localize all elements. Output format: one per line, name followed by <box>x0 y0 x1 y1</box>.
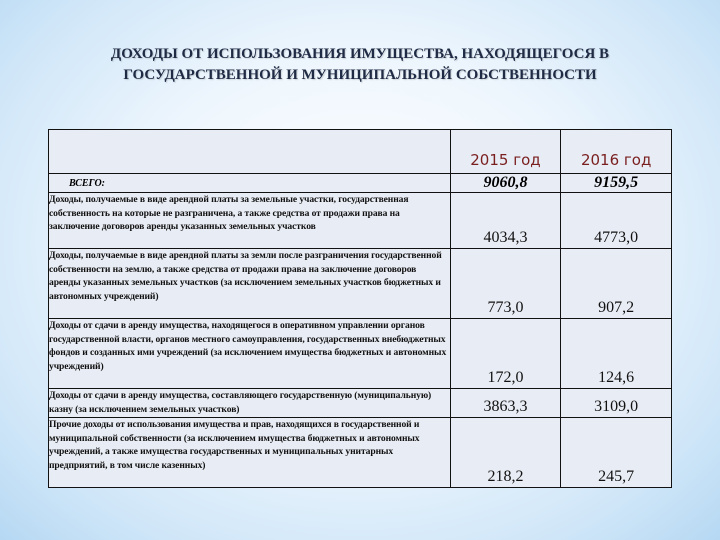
row-value-2015: 3863,3 <box>450 389 561 418</box>
row-label: Доходы, получаемые в виде арендной платы за земли после разграничения государственной собственности на землю, а также средства от продажи права на заключение договоров аренды указанных земельных участков (за исключением земельных участков бюджетных и автономных учреждений) <box>49 249 451 319</box>
row-value-2016: 3109,0 <box>561 389 672 418</box>
total-label: ВСЕГО: <box>49 174 451 193</box>
header-cell-2016 <box>561 130 672 174</box>
slide-title-line-1: ДОХОДЫ ОТ ИСПОЛЬЗОВАНИЯ ИМУЩЕСТВА, НАХОДЯЩЕГОСЯ В <box>110 46 610 62</box>
slide-title-line-2: ГОСУДАРСТВЕННОЙ И МУНИЦИПАЛЬНОЙ СОБСТВЕННОСТИ <box>123 67 597 83</box>
total-2016: 9159,5 <box>561 174 672 193</box>
row-label: Доходы, получаемые в виде арендной платы за земельные участки, государственная собственность на которые не разграничена, а также средства от продажи права на заключение договоров аренды указанных земельных участков <box>49 193 451 249</box>
revenue-table <box>48 129 672 488</box>
year-2016-label: 2016 год <box>580 151 652 169</box>
row-value-2015: 218,2 <box>450 418 561 488</box>
table-row <box>49 389 672 418</box>
total-row <box>49 174 672 193</box>
header-cell-2015 <box>450 130 561 174</box>
row-value-2016: 124,6 <box>561 319 672 389</box>
table-header-row <box>49 130 672 174</box>
row-label: Доходы от сдачи в аренду имущества, находящегося в оперативном управлении органов государственной власти, органов местного самоуправления, государственных внебюджетных фондов и созданных ими учреждений (за исключением имущества бюджетных и автономных учреждений) <box>49 319 451 389</box>
slide-title <box>40 44 680 86</box>
row-value-2015: 172,0 <box>450 319 561 389</box>
table-row <box>49 249 672 319</box>
year-2015-label: 2015 год <box>470 151 541 169</box>
table-row <box>49 193 672 249</box>
row-value-2016: 4773,0 <box>561 193 672 249</box>
row-value-2015: 773,0 <box>450 249 561 319</box>
total-2015: 9060,8 <box>450 174 561 193</box>
row-value-2016: 907,2 <box>561 249 672 319</box>
header-cell-empty <box>49 130 451 174</box>
table-row <box>49 418 672 488</box>
table-row <box>49 319 672 389</box>
row-value-2015: 4034,3 <box>450 193 561 249</box>
row-label: Доходы от сдачи в аренду имущества, составляющего государственную (муниципальную) казну (за исключением земельных участков) <box>49 389 451 418</box>
row-value-2016: 245,7 <box>561 418 672 488</box>
row-label: Прочие доходы от использования имущества и прав, находящихся в государственной и муниципальной собственности (за исключением имущества бюджетных и автономных учреждений, а также имущества государственных и муниципальных унитарных предприятий, в том числе казенных) <box>49 418 451 488</box>
